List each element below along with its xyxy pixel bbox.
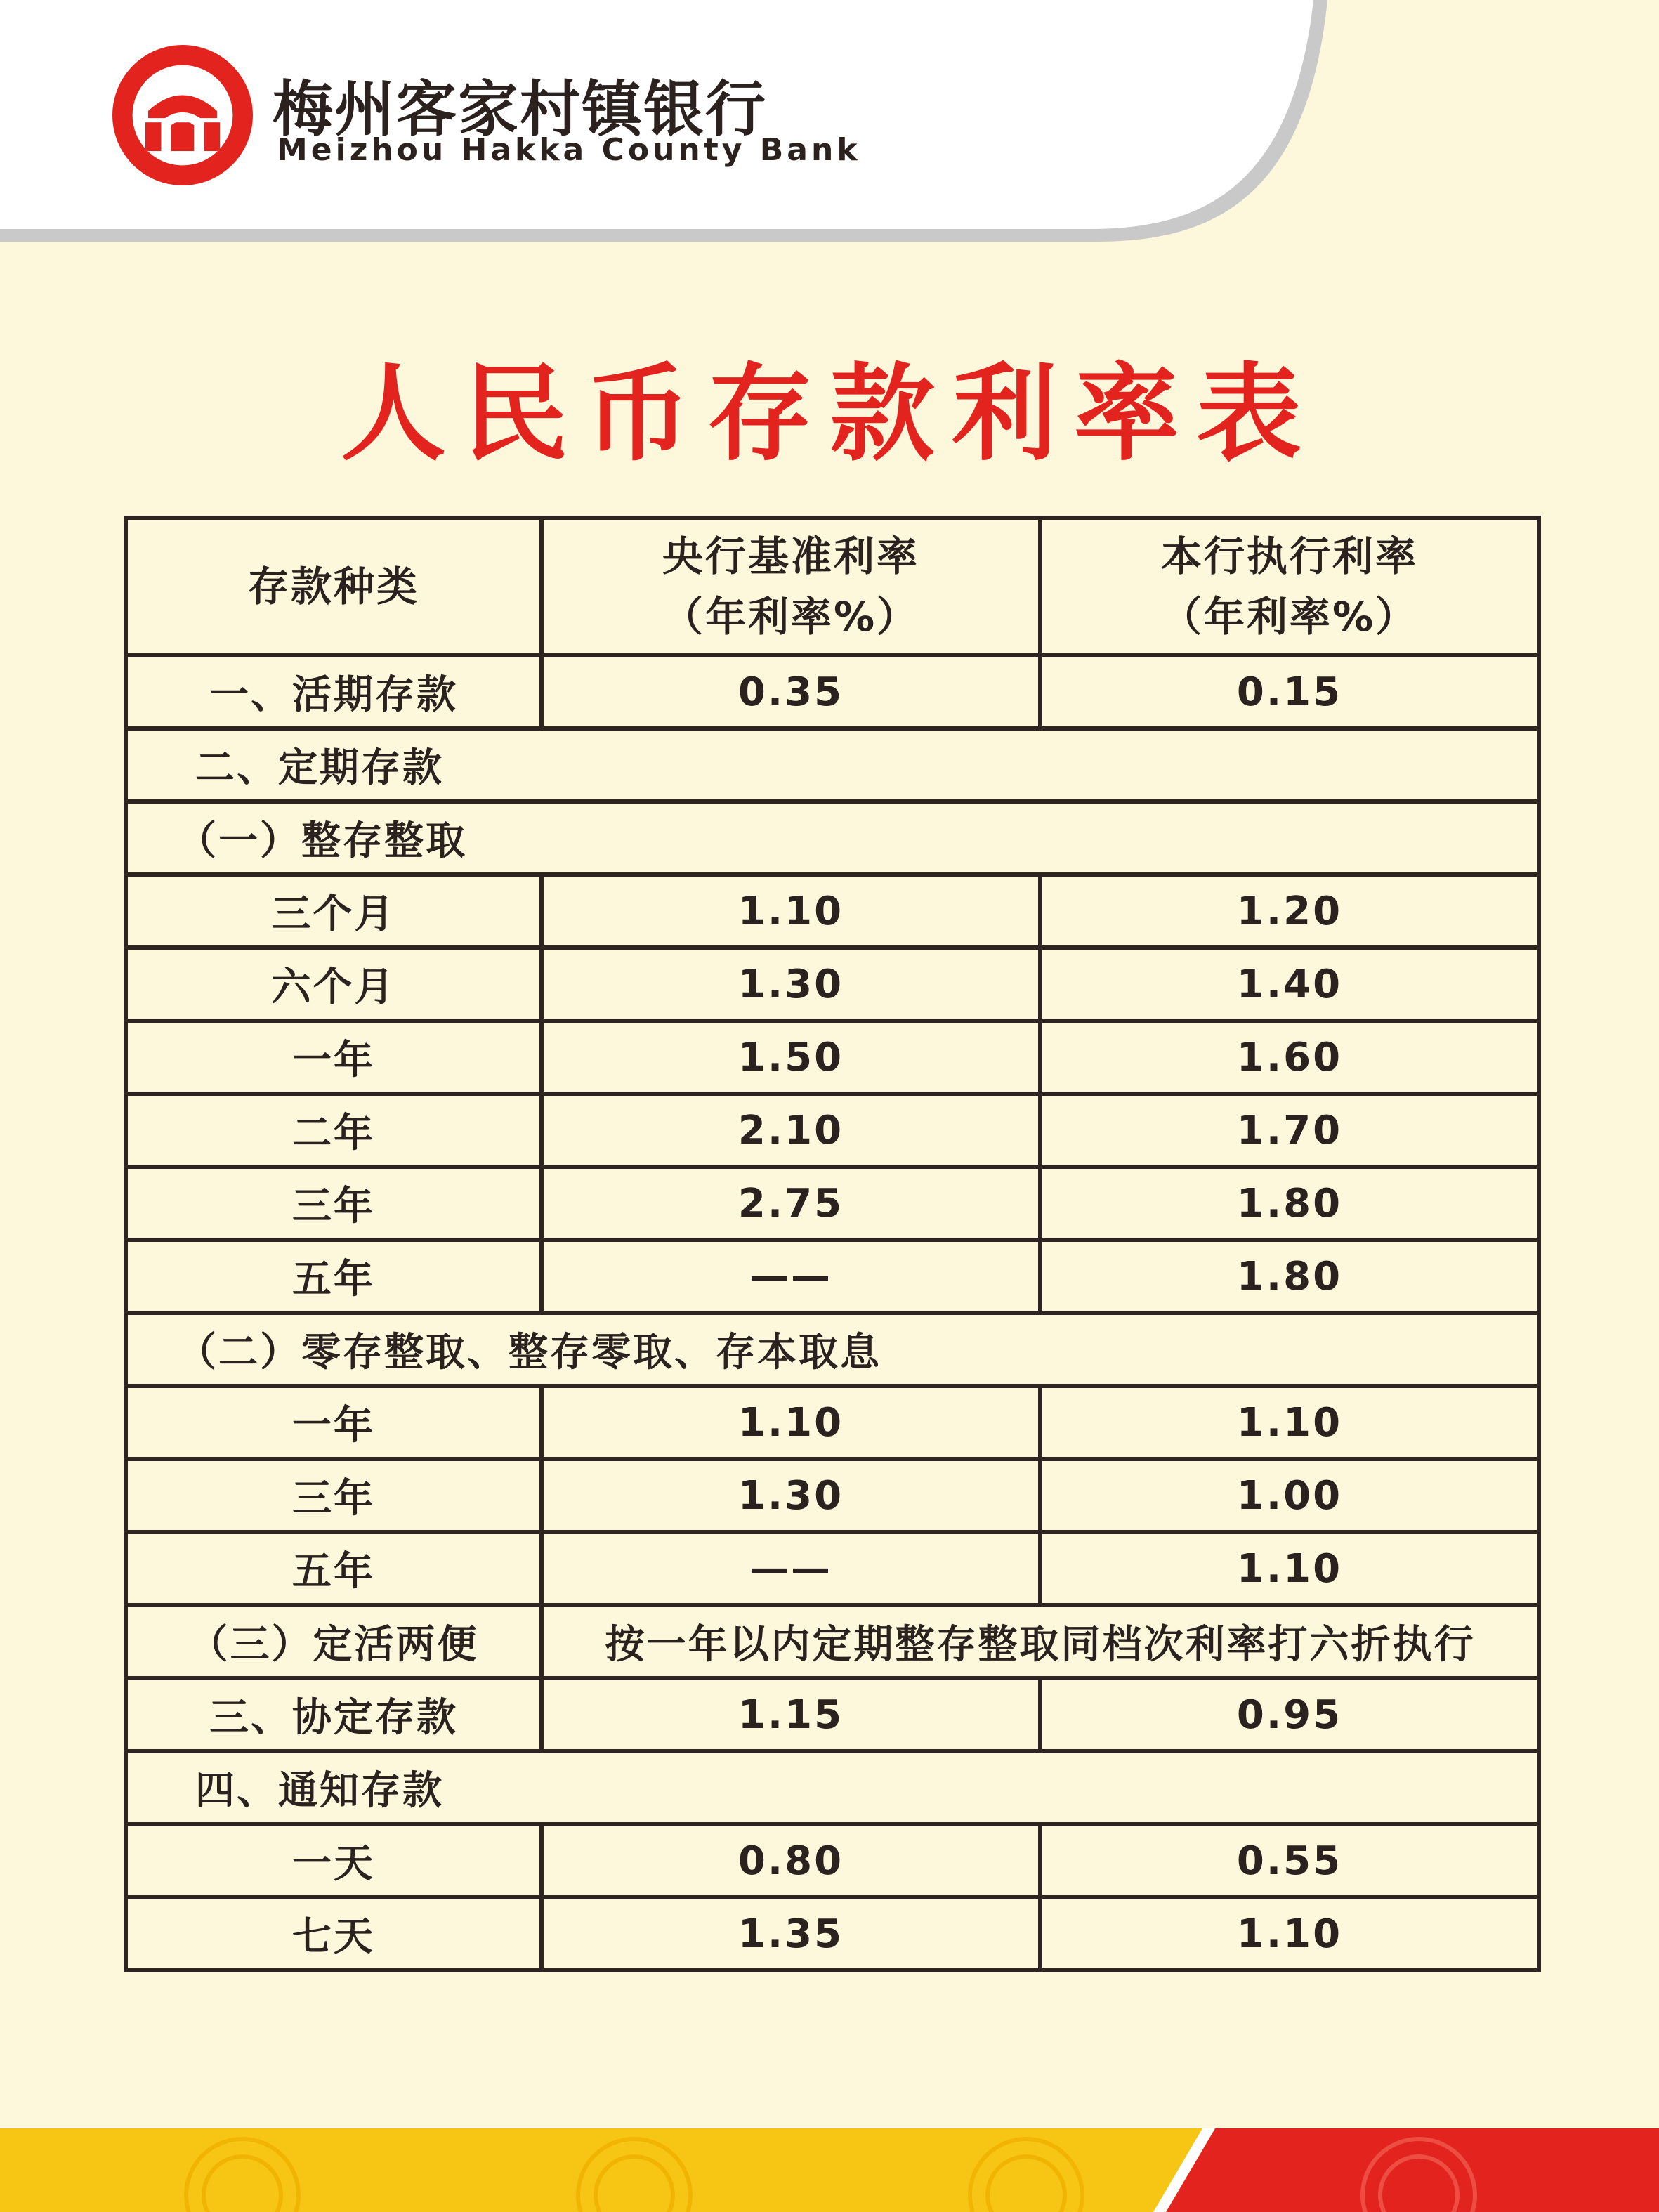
central-rate-cell: 1.10	[542, 875, 1040, 948]
table-row	[126, 948, 1539, 1021]
central-rate-cell: ——	[542, 1240, 1040, 1313]
subsection-heading-cell: （一）整存整取	[126, 801, 1539, 875]
bank-rate-cell: 1.10	[1040, 1532, 1539, 1605]
deposit-type-cell: 一天	[126, 1824, 542, 1897]
bank-rate-cell: 0.55	[1040, 1824, 1539, 1897]
deposit-type-cell: （三）定活两便	[126, 1605, 542, 1678]
central-rate-cell: 1.30	[542, 948, 1040, 1021]
bank-name-english: Meizhou Hakka County Bank	[277, 132, 861, 168]
bank-rate-cell: 1.80	[1040, 1167, 1539, 1240]
table-row	[126, 875, 1539, 948]
bank-rate-cell: 0.95	[1040, 1678, 1539, 1751]
table-row	[126, 801, 1539, 875]
central-rate-cell: 2.10	[542, 1094, 1040, 1167]
column-header-central-unit: （年利率%）	[662, 593, 920, 641]
rate-table	[124, 516, 1541, 1972]
page-title: 人民币存款利率表	[340, 353, 1318, 476]
central-rate-cell: 1.35	[542, 1897, 1040, 1970]
footer-banner	[0, 2128, 1659, 2212]
deposit-type-cell: 三年	[126, 1167, 542, 1240]
table-row	[126, 1386, 1539, 1459]
central-rate-cell: 1.15	[542, 1678, 1040, 1751]
deposit-type-cell: 一年	[126, 1386, 542, 1459]
table-row	[126, 1532, 1539, 1605]
central-rate-cell: 0.80	[542, 1824, 1040, 1897]
bank-logo-icon	[111, 44, 254, 187]
table-row	[126, 728, 1539, 801]
central-rate-cell: 1.50	[542, 1021, 1040, 1094]
deposit-type-cell: 一、活期存款	[126, 655, 542, 728]
column-header-bank-unit: （年利率%）	[1160, 593, 1419, 641]
central-rate-cell: ——	[542, 1532, 1040, 1605]
column-header-bank-title: 本行执行利率	[1160, 532, 1418, 580]
deposit-type-cell: 二年	[126, 1094, 542, 1167]
bank-rate-cell: 1.60	[1040, 1021, 1539, 1094]
deposit-type-cell: 五年	[126, 1532, 542, 1605]
column-header-central-title: 央行基准利率	[662, 532, 919, 580]
deposit-type-cell: 三个月	[126, 875, 542, 948]
bank-rate-cell: 1.20	[1040, 875, 1539, 948]
central-rate-cell: 2.75	[542, 1167, 1040, 1240]
deposit-type-cell: 三、协定存款	[126, 1678, 542, 1751]
bank-rate-cell: 1.10	[1040, 1897, 1539, 1970]
subsection-heading-cell: （二）零存整取、整存零取、存本取息	[126, 1313, 1539, 1386]
deposit-type-cell: 三年	[126, 1459, 542, 1532]
table-row	[126, 1605, 1539, 1678]
rate-table-body	[126, 655, 1539, 1970]
table-row	[126, 1897, 1539, 1970]
table-row	[126, 1240, 1539, 1313]
central-rate-cell: 0.35	[542, 655, 1040, 728]
table-row	[126, 1021, 1539, 1094]
table-row	[126, 655, 1539, 728]
bank-name: 梅州客家村镇银行	[273, 74, 767, 145]
bank-rate-cell: 1.80	[1040, 1240, 1539, 1313]
column-header-type: 存款种类	[126, 518, 542, 655]
bank-rate-cell: 1.70	[1040, 1094, 1539, 1167]
bank-rate-cell: 1.40	[1040, 948, 1539, 1021]
section-heading-cell: 四、通知存款	[126, 1751, 1539, 1824]
central-rate-cell: 1.30	[542, 1459, 1040, 1532]
table-row	[126, 1313, 1539, 1386]
bank-rate-cell: 0.15	[1040, 655, 1539, 728]
table-row	[126, 1678, 1539, 1751]
table-row	[126, 1751, 1539, 1824]
deposit-type-cell: 五年	[126, 1240, 542, 1313]
rate-note-cell: 按一年以内定期整存整取同档次利率打六折执行	[542, 1605, 1539, 1678]
table-row	[126, 1824, 1539, 1897]
deposit-type-cell: 七天	[126, 1897, 542, 1970]
table-row	[126, 1459, 1539, 1532]
table-row	[126, 1094, 1539, 1167]
deposit-type-cell: 六个月	[126, 948, 542, 1021]
central-rate-cell: 1.10	[542, 1386, 1040, 1459]
table-header-row	[126, 518, 1539, 655]
column-header-bank	[1040, 518, 1539, 655]
table-row	[126, 1167, 1539, 1240]
bank-rate-cell: 1.00	[1040, 1459, 1539, 1532]
deposit-type-cell: 一年	[126, 1021, 542, 1094]
column-header-central	[542, 518, 1040, 655]
bank-rate-cell: 1.10	[1040, 1386, 1539, 1459]
section-heading-cell: 二、定期存款	[126, 728, 1539, 801]
